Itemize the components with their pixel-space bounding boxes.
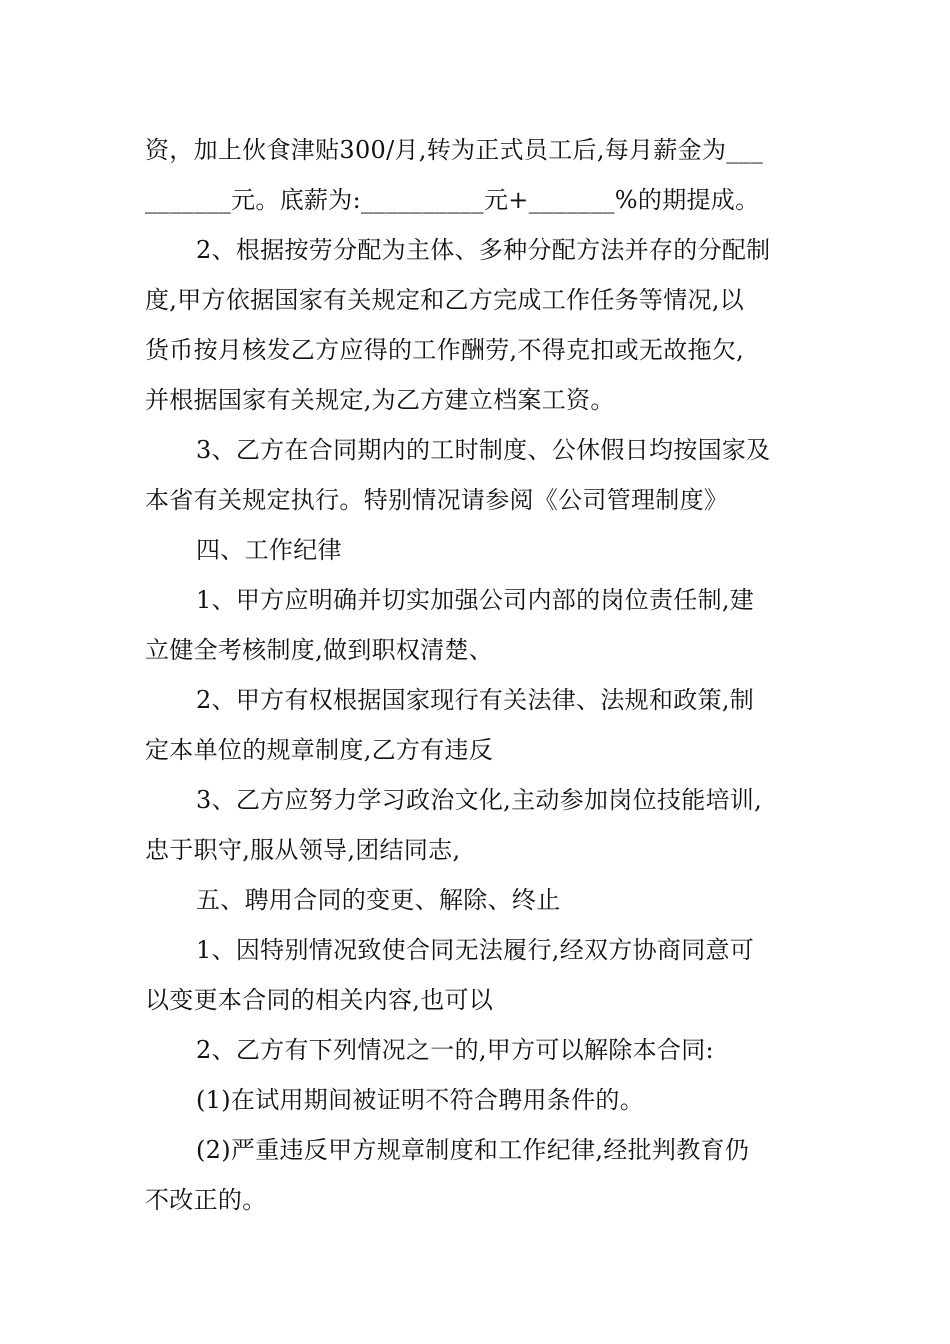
text-line: 资，加上伙食津贴300/月,转为正式员工后,每月薪金为___ [145,136,764,164]
text-line: (2)严重违反甲方规章制度和工作纪律,经批判教育仍 [196,1136,750,1164]
text-line: 忠于职守,服从领导,团结同志, [145,836,461,864]
text-line: 2、乙方有下列情况之一的,甲方可以解除本合同: [196,1036,714,1064]
text-line: 货币按月核发乙方应得的工作酬劳,不得克扣或无故拖欠, [145,336,745,364]
text-line: 不改正的。 [145,1186,267,1214]
text-line: 2、根据按劳分配为主体、多种分配方法并存的分配制 [196,236,771,264]
text-line: 立健全考核制度,做到职权清楚、 [145,636,494,664]
text-line: 并根据国家有关规定,为乙方建立档案工资。 [145,386,615,414]
text-line: 1、甲方应明确并切实加强公司内部的岗位责任制,建 [196,586,755,614]
text-line: 1、因特别情况致使合同无法履行,经双方协商同意可 [196,936,755,964]
text-line: 以变更本合同的相关内容,也可以 [145,986,494,1014]
text-line: 本省有关规定执行。特别情况请参阅《公司管理制度》 [145,486,729,514]
section-heading: 五、聘用合同的变更、解除、终止 [196,886,561,914]
text-line: 2、甲方有权根据国家现行有关法律、法规和政策,制 [196,686,755,714]
text-line: 定本单位的规章制度,乙方有违反 [145,736,494,764]
text-line: 度,甲方依据国家有关规定和乙方完成工作任务等情况,以 [145,286,745,314]
text-line: (1)在试用期间被证明不符合聘用条件的。 [196,1086,644,1114]
text-line: 3、乙方应努力学习政治文化,主动参加岗位技能培训, [196,786,763,814]
section-heading: 四、工作纪律 [196,536,342,564]
text-line: 3、乙方在合同期内的工时制度、公休假日均按国家及 [196,436,771,464]
text-line: _______元。底薪为:__________元+_______%的期提成。 [145,186,760,214]
